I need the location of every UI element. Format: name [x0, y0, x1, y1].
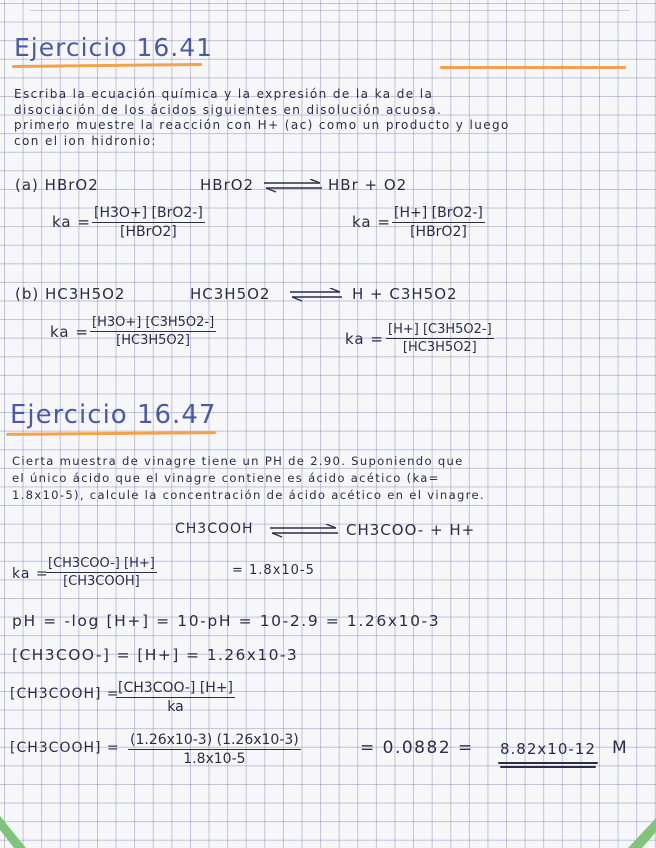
final-fraction — [128, 732, 301, 767]
part-a-ka2-prefix: ka = — [352, 213, 391, 231]
part-a-ka2-denominator: [HBrO2] — [410, 224, 467, 240]
part-b-ka1-prefix: ka = — [50, 323, 89, 341]
acid-expression-fraction — [116, 680, 235, 715]
reaction-left: CH3COOH — [175, 521, 254, 537]
part-b-ka2-denominator: [HC3H5O2] — [402, 340, 477, 355]
part-a-ka2-fraction — [392, 205, 485, 240]
equilibrium-arrow-b — [288, 288, 344, 302]
part-b-ka2-numerator: [H+] [C3H5O2-] — [388, 322, 492, 337]
page-top-edge — [30, 0, 630, 11]
acid-expression-prefix: [CH3COOH] = — [10, 686, 120, 702]
exercise-2-underline — [6, 431, 216, 436]
final-prefix: [CH3COOH] = — [10, 740, 120, 756]
part-b-eq-right: H + C3H5O2 — [352, 285, 458, 303]
final-result-underline-2 — [500, 766, 596, 768]
part-b-ka2-prefix: ka = — [345, 330, 384, 348]
part-b-ka1-denominator: [HC3H5O2] — [116, 333, 190, 348]
part-a-ka1-prefix: ka = — [52, 213, 91, 231]
exercise-1-title: Ejercicio 16.41 — [14, 33, 214, 62]
final-numerator: (1.26x10-3) (1.26x10-3) — [130, 732, 299, 748]
part-b-ka1-numerator: [H3O+] [C3H5O2-] — [92, 315, 215, 330]
ka-expression-denominator: [CH3COOH] — [63, 574, 140, 589]
prompt-2-line-2: el único ácido que el vinagre contiene es ácido acético (ka= — [12, 471, 440, 485]
part-b-label: (b) HC3H5O2 — [15, 285, 126, 303]
final-denominator: 1.8x10-5 — [183, 751, 246, 767]
part-b-ka1-fraction — [90, 315, 216, 348]
final-result: 8.82x10-12 — [500, 740, 596, 758]
part-a-eq-left: HBrO2 — [200, 176, 255, 194]
acid-expression-denominator: ka — [167, 699, 184, 715]
exercise-1-right-underline — [440, 66, 626, 69]
exercise-1-prompt — [14, 87, 510, 149]
ka-expression-numerator: [CH3COO-] [H+] — [48, 556, 155, 571]
part-a-label: (a) HBrO2 — [15, 176, 99, 194]
part-b-eq-left: HC3H5O2 — [190, 285, 271, 303]
final-result-underline-1 — [498, 762, 598, 764]
part-a-ka1-numerator: [H3O+] [BrO2-] — [94, 205, 203, 221]
final-unit: M — [612, 738, 628, 758]
acid-expression-numerator: [CH3COO-] [H+] — [118, 680, 234, 696]
prompt-1-line-1: Escriba la ecuación química y la expresión de la ka de la — [14, 87, 434, 101]
prompt-2-line-3: 1.8x10-5), calcule la concentración de ácido acético en el vinagre. — [12, 488, 485, 502]
final-intermediate: = 0.0882 = — [360, 738, 474, 758]
exercise-2-prompt — [12, 453, 485, 504]
part-a-ka2-numerator: [H+] [BrO2-] — [394, 205, 483, 221]
bottom-right-corner-decoration — [616, 808, 656, 848]
ph-calculation-line: pH = -log [H+] = 10-pH = 10-2.9 = 1.26x10-3 — [12, 612, 441, 630]
acetate-concentration-line: [CH3COO-] = [H+] = 1.26x10-3 — [12, 646, 299, 664]
ka-expression-fraction — [46, 556, 157, 589]
part-a-ka1-denominator: [HBrO2] — [120, 224, 177, 240]
part-b-ka2-fraction — [386, 322, 494, 355]
exercise-1-underline — [12, 63, 202, 68]
ka-expression-prefix: ka = — [12, 566, 49, 582]
equilibrium-arrow-a — [262, 179, 324, 193]
equilibrium-arrow-acetic — [268, 524, 340, 538]
bottom-left-corner-decoration — [0, 808, 40, 848]
prompt-1-line-3: primero muestre la reacción con H+ (ac) como un producto y luego — [14, 118, 510, 132]
exercise-2-title: Ejercicio 16.47 — [10, 400, 217, 430]
part-a-ka1-fraction — [92, 205, 205, 240]
prompt-2-line-1: Cierta muestra de vinagre tiene un PH de 2.90. Suponiendo que — [12, 454, 464, 468]
prompt-1-line-2: disociación de los ácidos siguientes en disolución acuosa. — [14, 102, 443, 117]
reaction-right: CH3COO- + H+ — [346, 521, 476, 539]
part-a-eq-right: HBr + O2 — [328, 176, 408, 194]
prompt-1-line-4: con el ion hidronio: — [14, 133, 157, 148]
ka-expression-value: = 1.8x10-5 — [232, 563, 315, 578]
